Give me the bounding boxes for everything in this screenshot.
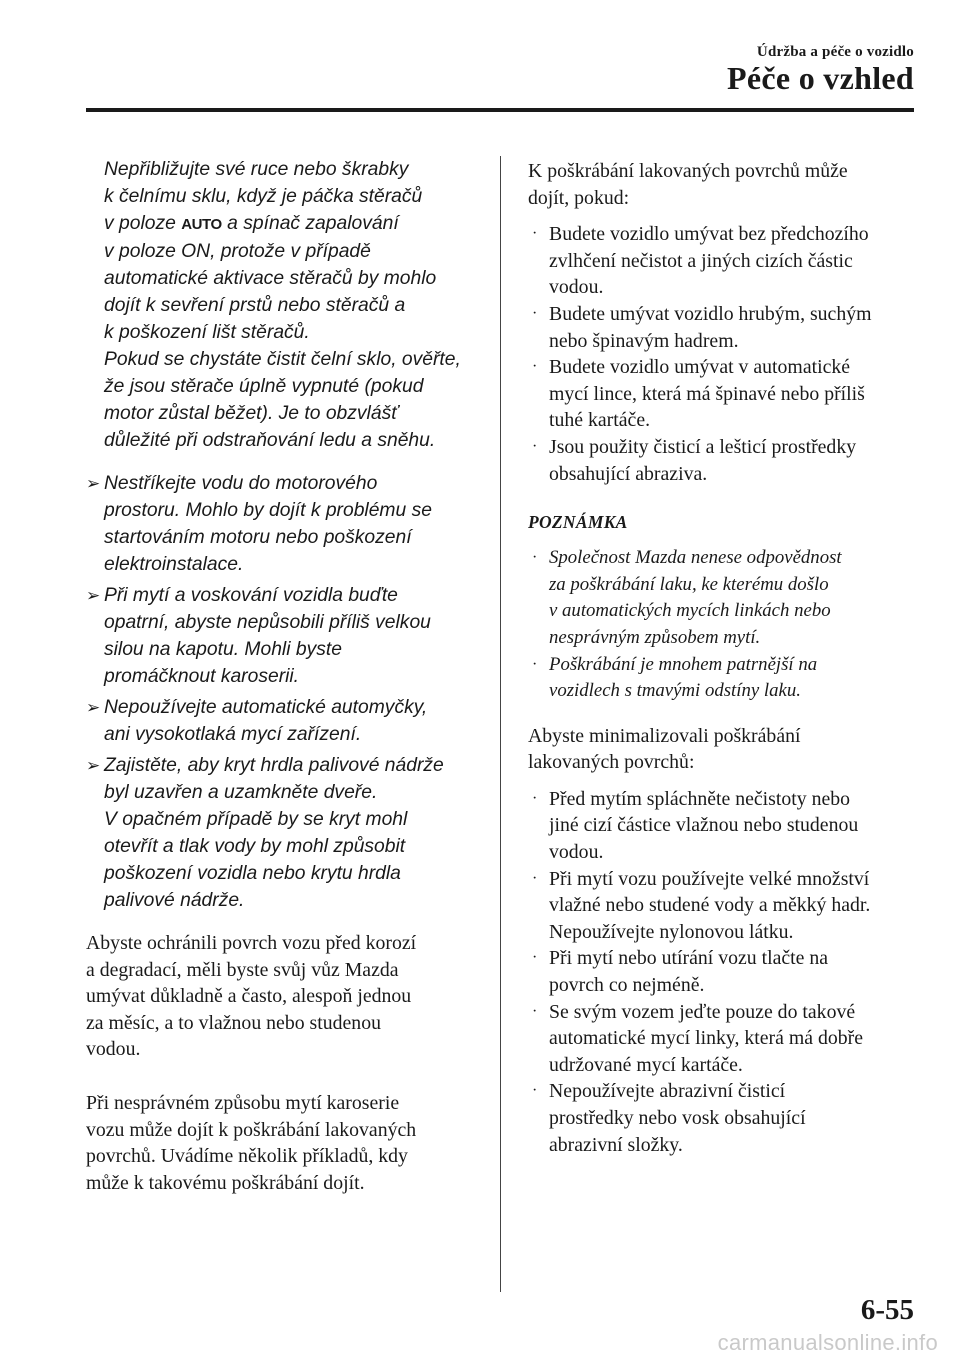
warning-item: ➢ Nestříkejte vodu do motorového prostoru. Mohlo by dojít k problému se startováním motoru nebo poškození elektroinstalace. xyxy=(86,470,478,578)
dot-bullet-icon: · xyxy=(532,789,538,807)
text-line: v poloze AUTO a spínač zapalování xyxy=(104,213,399,234)
text-line: motor zůstal běžet). Je to obzvlášť xyxy=(104,403,399,424)
header-rule xyxy=(86,108,914,112)
list-item: · Budete vozidlo umývat v automatické mycí lince, která má špinavé nebo příliš tuhé kartáče. xyxy=(532,356,865,432)
list-item: · Nepoužívejte abrazivní čisticí prostředky nebo vosk obsahující abrazivní složky. xyxy=(532,1080,806,1156)
dot-bullet-icon: · xyxy=(532,437,538,455)
list-item: · Jsou použity čisticí a lešticí prostředky obsahující abraziva. xyxy=(532,435,857,485)
wiper-auto-symbol: AUTO xyxy=(181,216,222,233)
dot-bullet-icon: · xyxy=(532,358,538,376)
list-item: · Při mytí nebo utírání vozu tlačte na povrch co nejméně. xyxy=(532,947,829,997)
text-line: důležité při odstraňování ledu a sněhu. xyxy=(104,430,436,451)
list-item: · Budete vozidlo umývat bez předchozího zvlhčení nečistot a jiných cizích částic vodou. xyxy=(532,223,869,299)
warning-item: ➢ Nepoužívejte automatické automyčky, ani vysokotlaká mycí zařízení. xyxy=(86,694,478,748)
note-heading: POZNÁMKA xyxy=(528,512,628,533)
header-section: Údržba a péče o vozidlo xyxy=(756,44,914,60)
page-title: Péče o vzhled xyxy=(727,60,914,96)
body-paragraph: Abyste ochránili povrch vozu před korozí a degradací, měli byste svůj vůz Mazda umývat důkladně a často, alespoň jednou za měsíc, a to vlažnou nebo studenou vodou. xyxy=(86,932,417,1061)
text-line: automatické aktivace stěračů by mohlo xyxy=(104,268,437,289)
warning-item: ➢ Zajistěte, aby kryt hrdla palivové nádrže byl uzavřen a uzamkněte dveře. V opačném případě by se kryt mohl otevřít a tlak vody by mohl způsobit poškození vozidla nebo krytu hrdla palivové nádrže. xyxy=(86,752,478,914)
list-item: · Se svým vozem jeďte pouze do takové automatické mycí linky, která má dobře udržované mycí kartáče. xyxy=(532,1000,864,1076)
body-paragraph: Při nesprávném způsobu mytí karoserie vozu může dojít k poškrábání lakovaných povrchů. Uvádíme několik příkladů, kdy může k takovému poškrábání dojít. xyxy=(86,1091,417,1194)
list-item: · Při mytí vozu používejte velké množství vlažné nebo studené vody a měkký hadr. Nepoužívejte nylonovou látku. xyxy=(532,867,871,943)
page-number: 6-55 xyxy=(860,1294,914,1326)
dot-bullet-icon: · xyxy=(532,949,538,967)
arrow-bullet-icon: ➢ xyxy=(86,756,101,775)
note-item: · Společnost Mazda nenese odpovědnost za poškrábání laku, ke kterému došlo v automatických mycích linkách nebo nesprávným způsobem mytí. xyxy=(532,547,842,648)
dot-bullet-icon: · xyxy=(532,304,538,322)
arrow-bullet-icon: ➢ xyxy=(86,698,101,717)
warning-item: ➢ Při mytí a voskování vozidla buďte opatrní, abyste nepůsobili příliš velkou silou na kapotu. Mohli byste promáčknout karoserii. xyxy=(86,582,478,690)
watermark: carmanualsonline.info xyxy=(717,1330,938,1355)
causes-list xyxy=(528,221,920,487)
text-line: v poloze ON, protože v případě xyxy=(104,241,371,262)
tips-list xyxy=(528,786,920,1158)
dot-bullet-icon: · xyxy=(532,1082,538,1100)
dot-bullet-icon: · xyxy=(532,549,538,567)
body-paragraph: K poškrábání lakovaných povrchů může dojít, pokud: xyxy=(528,160,848,209)
list-item: · Před mytím spláchněte nečistoty nebo jiné cizí částice vlažnou nebo studenou vodou. xyxy=(532,787,859,864)
note-item: · Poškrábání je mnohem patrnější na vozidlech s tmavými odstíny laku. xyxy=(532,653,818,702)
note-list xyxy=(528,545,920,705)
column-divider xyxy=(500,156,501,1292)
text-line: Pokud se chystáte čistit čelní sklo, ověřte, xyxy=(104,349,461,370)
dot-bullet-icon: · xyxy=(532,869,538,887)
warning-block xyxy=(86,156,478,914)
dot-bullet-icon: · xyxy=(532,1002,538,1020)
warning-lead xyxy=(86,156,478,454)
text-line: k poškození lišt stěračů. xyxy=(104,322,310,343)
text-line: Nepřibližujte své ruce nebo škrabky xyxy=(104,159,409,180)
list-item: · Budete umývat vozidlo hrubým, suchým nebo špinavým hadrem. xyxy=(532,302,872,352)
arrow-bullet-icon: ➢ xyxy=(86,586,101,605)
body-paragraph: Abyste minimalizovali poškrábání lakovaných povrchů: xyxy=(528,724,801,774)
text-line: k čelnímu sklu, když je páčka stěračů xyxy=(104,186,423,207)
dot-bullet-icon: · xyxy=(532,655,538,673)
text-line: dojít k sevření prstů nebo stěračů a xyxy=(104,295,406,316)
text-line: že jsou stěrače úplně vypnuté (pokud xyxy=(104,376,424,397)
arrow-bullet-icon: ➢ xyxy=(86,474,101,493)
dot-bullet-icon: · xyxy=(532,225,538,243)
right-column xyxy=(528,158,920,1158)
left-column xyxy=(86,156,478,1196)
